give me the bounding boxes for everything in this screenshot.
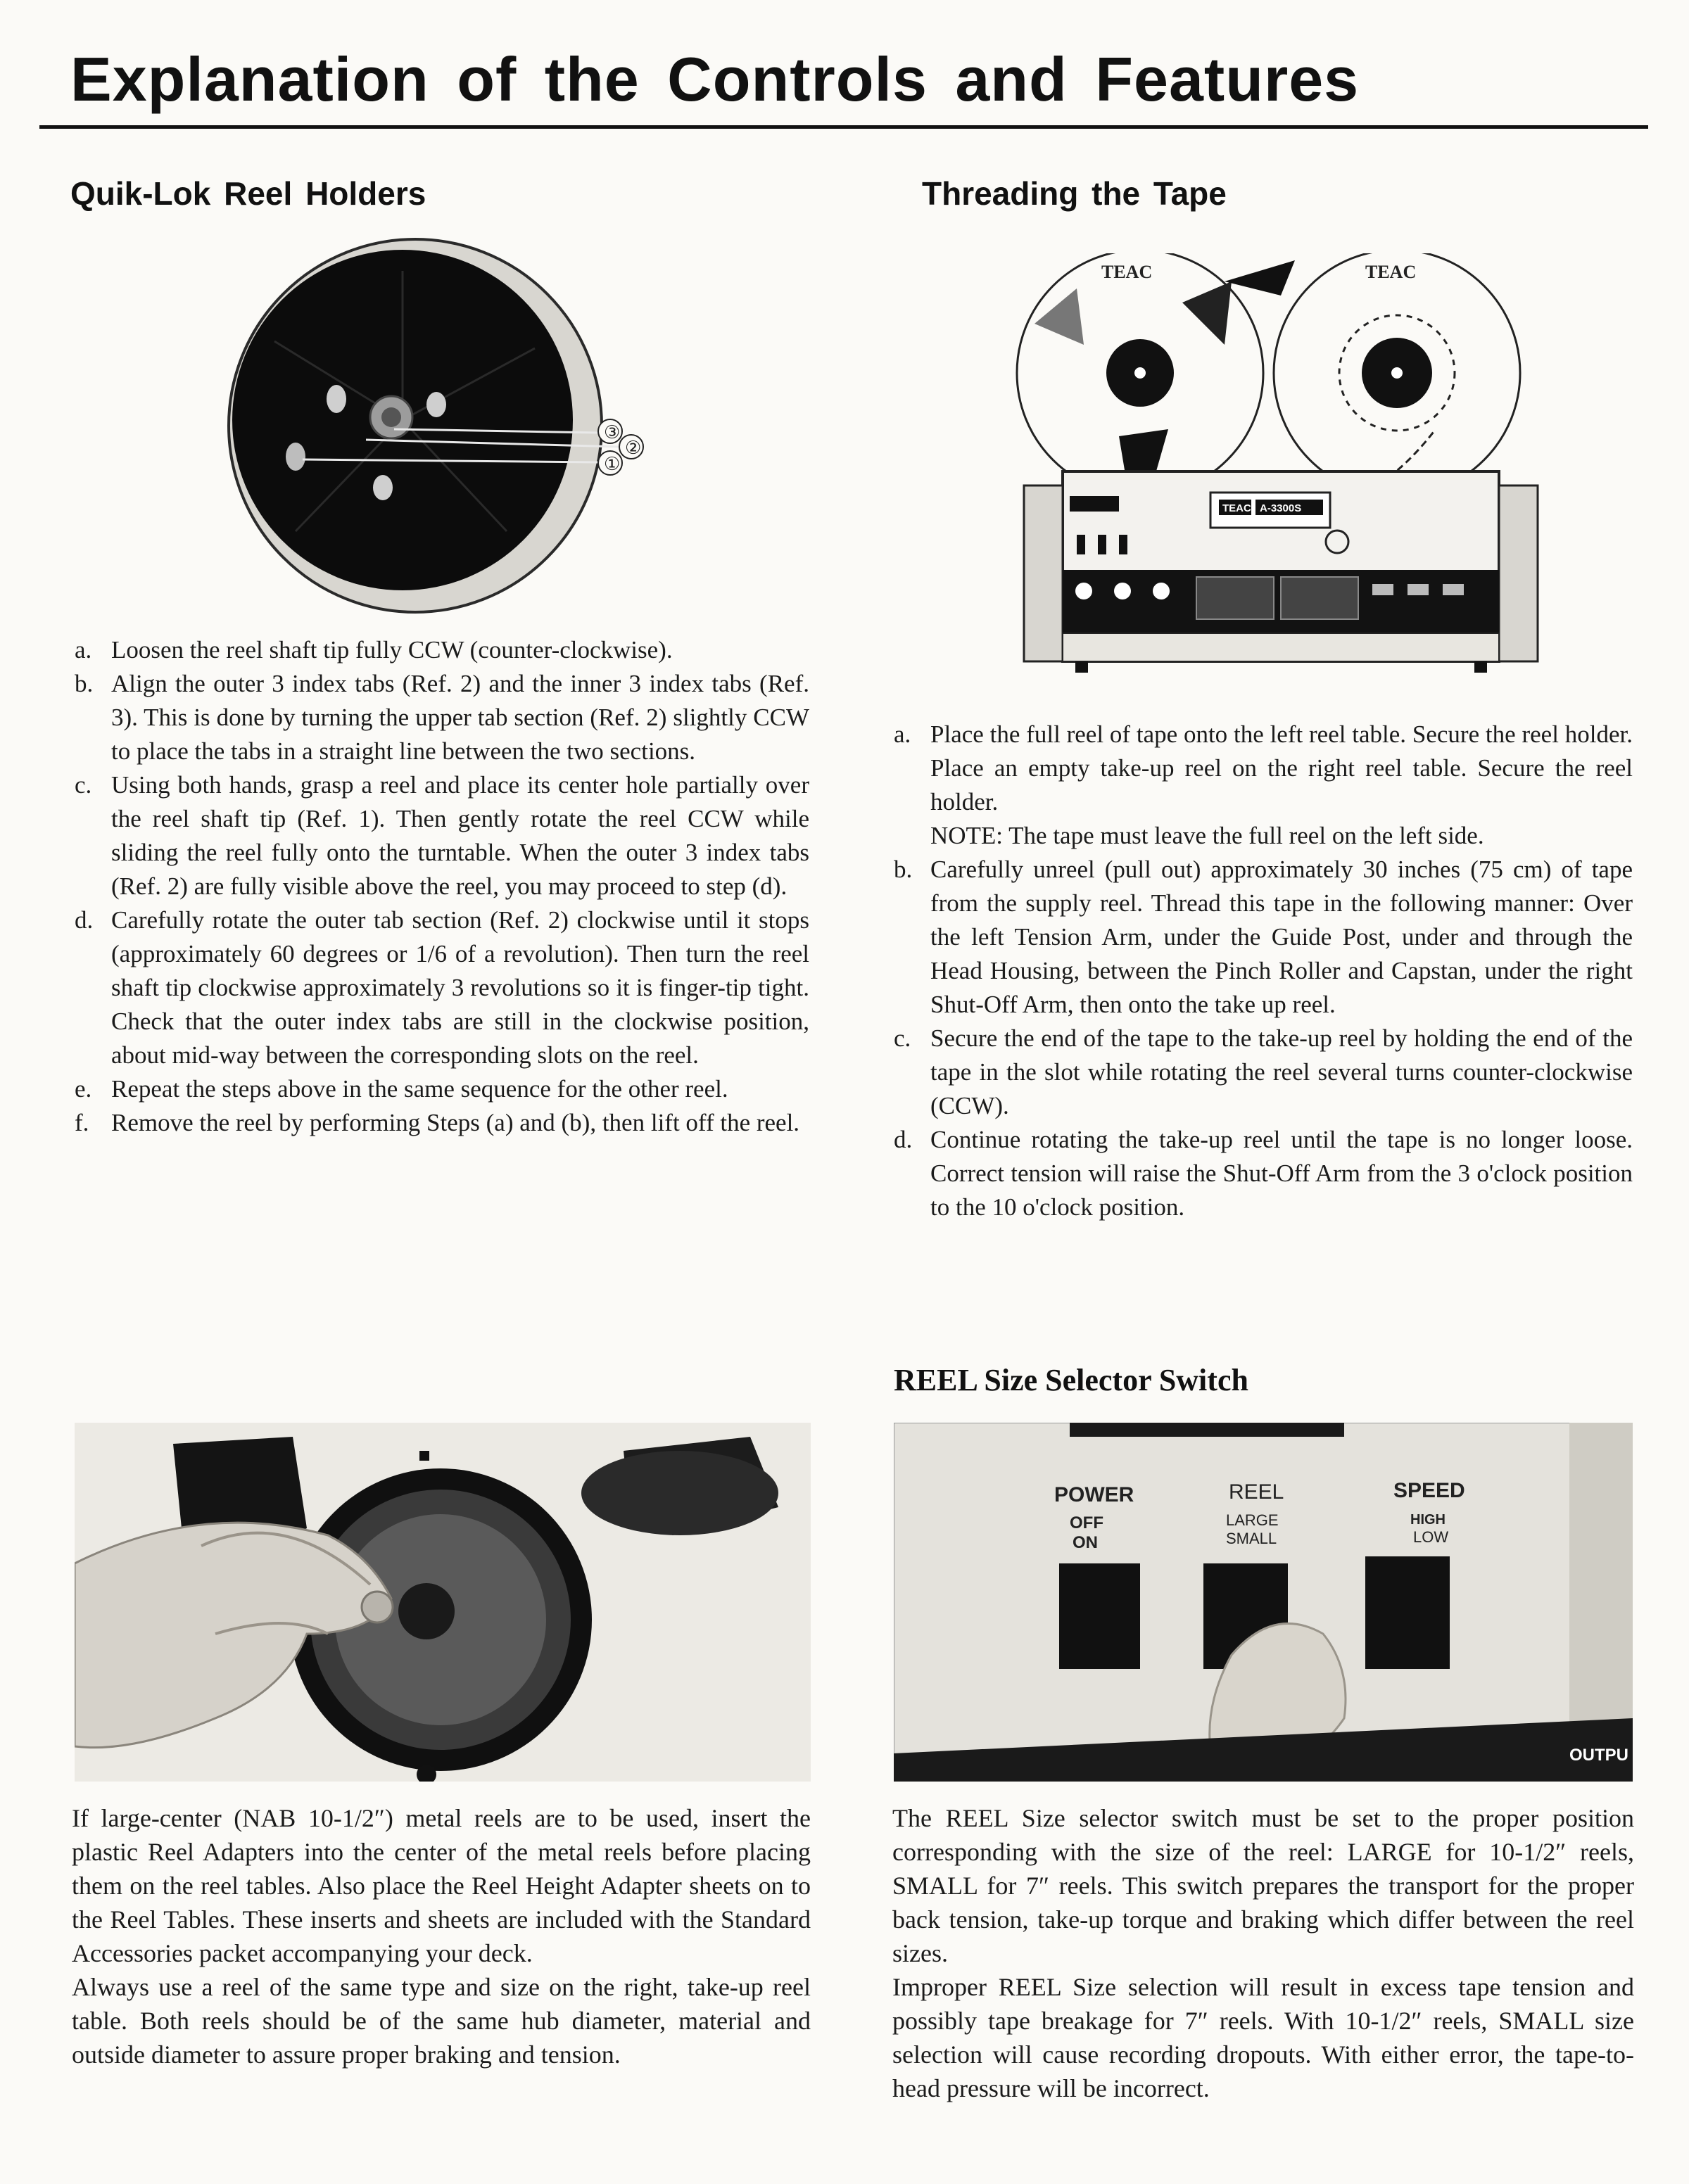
list-item: b. Carefully unreel (pull out) approximately 30 inches (75 cm) of tape from the supply reel. Thread this tape in the following manner: Over the left Tension Arm, under the Guide Post, under and through the Head Housing, between the Pinch Roller and Capstan, under the right Shut-Off Arm, then onto the take up reel. [894,856,1633,1018]
reel-label: REEL [1229,1480,1284,1504]
list-item: a. Loosen the reel shaft tip fully CCW (counter-clockwise). [75,636,673,664]
callout-3: ③ [604,422,621,443]
list-item: b. Align the outer 3 index tabs (Ref. 2) and the inner 3 index tabs (Ref. 3). This is done by turning the upper tab section (Ref. 2) slightly CCW to place the tabs in a straight line between the two sections. [75,670,809,765]
speed-high-label: HIGH [1410,1512,1446,1528]
list-item: f. Remove the reel by performing Steps (a) and (b), then lift off the reel. [75,1109,800,1136]
power-switch [1059,1563,1140,1669]
threading-heading: Threading the Tape [922,175,1227,212]
quik-lok-steps [75,633,809,1140]
speed-switch [1365,1556,1450,1669]
list-item: c. Using both hands, grasp a reel and place its center hole partially over the reel shaft tip (Ref. 1). Then gently rotate the reel CCW while sliding the reel fully onto the turntable. When the outer 3 index tabs (Ref. 2) are fully visible above the reel, you may proceed to step (d). [75,771,809,900]
reel-large-label: LARGE [1226,1511,1279,1529]
reel-small-label: SMALL [1226,1530,1277,1547]
output-label: OUTPU [1569,1746,1628,1765]
list-item: d. Carefully rotate the outer tab section (Ref. 2) clockwise until it stops (approximately 60 degrees or 1/6 of a revolution). Then turn the reel shaft tip clockwise approximately 3 revolutions so it is finger-tip tight. Check that the outer index tabs are still in the clockwise position, about mid-way between the corresponding slots on the reel. [75,906,809,1069]
title-rule [39,125,1648,129]
reel-install-photo [75,1423,811,1782]
deck-model: A-3300S [1260,502,1302,514]
reel-switch-photo [894,1423,1633,1782]
page-title: Explanation of the Controls and Features [70,44,1360,114]
power-on-label: ON [1073,1533,1098,1552]
brand-label-left: TEAC [1101,262,1153,282]
callout-2: ② [625,438,642,459]
speed-low-label: LOW [1413,1528,1449,1546]
power-label: POWER [1054,1483,1134,1506]
callout-1: ① [604,454,621,475]
list-item: e. Repeat the steps above in the same sequence for the other reel. [75,1075,728,1103]
speed-label: SPEED [1393,1479,1465,1502]
reel-size-heading: REEL Size Selector Switch [894,1363,1248,1397]
reel-holder-diagram [225,236,676,630]
list-item: a. Place the full reel of tape onto the left reel table. Secure the reel holder. Place an empty take-up reel on the right reel table. Secure the reel holder. NOTE: The tape must leave the full reel on the left side. [894,720,1633,849]
list-item: c. Secure the end of the tape to the take-up reel by holding the end of the tape in the slot while rotating the reel several turns counter-clockwise (CCW). [894,1024,1633,1119]
quik-lok-heading: Quik-Lok Reel Holders [70,175,426,212]
brand-label-right: TEAC [1365,262,1417,282]
power-off-label: OFF [1070,1513,1103,1532]
nab-reel-instructions: If large-center (NAB 10-1/2″) metal reels are to be used, insert the plastic Reel Adapters into the center of the metal reels before placing them on the reel tables. Also place the Reel Height Adapter sheets on to the Reel Tables. These inserts and sheets are included with the Standard Accessories packet accompanying your deck. Always use a reel of the same type and size on the right, take-up reel table. Both reels should be of the same hub diameter, material and outside diameter to assure proper braking and tension. [72,1804,811,2069]
deck-badge: TEAC [1222,502,1251,514]
list-item: d. Continue rotating the take-up reel until the tape is no longer loose. Correct tension will raise the Shut-Off Arm from the 3 o'clock position to the 10 o'clock position. [894,1126,1633,1221]
threading-steps [894,718,1633,1224]
tape-threading-diagram [1013,253,1548,690]
reel-switch-description: The REEL Size selector switch must be set to the proper position corresponding with the size of the reel: LARGE for 10-1/2″ reels, SMALL for 7″ reels. This switch prepares the transport for the proper back tension, take-up torque and braking which differ between the reel sizes. Improper REEL Size selection will result in excess tape tension and possibly tape breakage for 7″ reels. With 10-1/2″ reels, SMALL size selection will cause recording dropouts. With either error, the tape-to-head pressure will be incorrect. [892,1804,1634,2102]
